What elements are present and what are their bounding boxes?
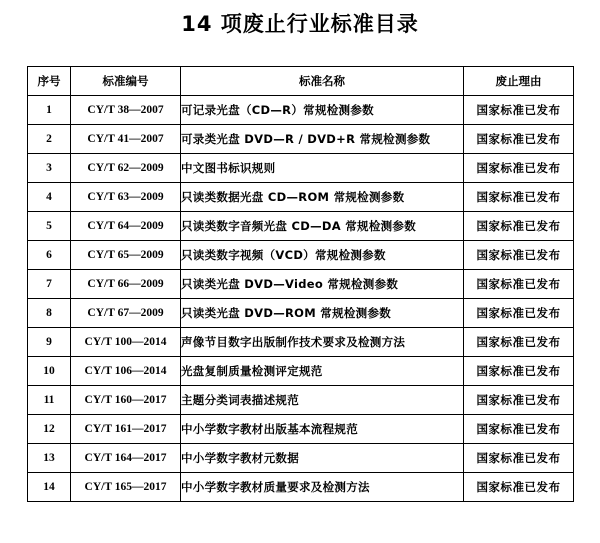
row-number: 12 [28,415,71,444]
standard-code: CY/T 106—2014 [71,357,181,386]
standard-code: CY/T 165—2017 [71,473,181,502]
table-header-row [28,67,574,96]
standard-name: 中小学数字教材出版基本流程规范 [181,415,464,444]
standard-name: 声像节目数字出版制作技术要求及检测方法 [181,328,464,357]
table-row [28,212,574,241]
row-number: 5 [28,212,71,241]
standard-code: CY/T 161—2017 [71,415,181,444]
standard-name: 只读类光盘 DVD—ROM 常规检测参数 [181,299,464,328]
standard-name: 中小学数字教材质量要求及检测方法 [181,473,464,502]
header-name: 标准名称 [181,67,464,96]
standard-code: CY/T 66—2009 [71,270,181,299]
standard-name: 中小学数字教材元数据 [181,444,464,473]
abolish-reason: 国家标准已发布 [464,328,574,357]
table-row [28,299,574,328]
table-row [28,328,574,357]
standard-code: CY/T 65—2009 [71,241,181,270]
row-number: 4 [28,183,71,212]
table-row [28,270,574,299]
row-number: 9 [28,328,71,357]
row-number: 13 [28,444,71,473]
table-row [28,415,574,444]
header-no: 序号 [28,67,71,96]
abolish-reason: 国家标准已发布 [464,154,574,183]
standard-name: 可录类光盘 DVD—R / DVD+R 常规检测参数 [181,125,464,154]
document-title: 14 项废止行业标准目录 [181,12,419,36]
table-row [28,473,574,502]
row-number: 10 [28,357,71,386]
standard-code: CY/T 64—2009 [71,212,181,241]
standard-name: 只读类数字音频光盘 CD—DA 常规检测参数 [181,212,464,241]
abolish-reason: 国家标准已发布 [464,212,574,241]
standard-code: CY/T 38—2007 [71,96,181,125]
table-row [28,96,574,125]
abolish-reason: 国家标准已发布 [464,241,574,270]
row-number: 6 [28,241,71,270]
abolish-reason: 国家标准已发布 [464,96,574,125]
standard-code: CY/T 41—2007 [71,125,181,154]
header-reason: 废止理由 [464,67,574,96]
row-number: 8 [28,299,71,328]
row-number: 1 [28,96,71,125]
standard-code: CY/T 164—2017 [71,444,181,473]
row-number: 14 [28,473,71,502]
table-row [28,444,574,473]
row-number: 11 [28,386,71,415]
abolish-reason: 国家标准已发布 [464,299,574,328]
standards-table [27,66,574,502]
abolish-reason: 国家标准已发布 [464,473,574,502]
table-row [28,386,574,415]
table-row [28,357,574,386]
standard-name: 可记录光盘（CD—R）常规检测参数 [181,96,464,125]
table-row [28,154,574,183]
row-number: 2 [28,125,71,154]
standard-name: 中文图书标识规则 [181,154,464,183]
table-row [28,241,574,270]
standard-code: CY/T 63—2009 [71,183,181,212]
row-number: 7 [28,270,71,299]
abolish-reason: 国家标准已发布 [464,270,574,299]
abolish-reason: 国家标准已发布 [464,183,574,212]
standard-name: 只读类数据光盘 CD—ROM 常规检测参数 [181,183,464,212]
abolish-reason: 国家标准已发布 [464,444,574,473]
header-code: 标准编号 [71,67,181,96]
table-row [28,125,574,154]
abolish-reason: 国家标准已发布 [464,357,574,386]
abolish-reason: 国家标准已发布 [464,386,574,415]
standard-code: CY/T 67—2009 [71,299,181,328]
abolish-reason: 国家标准已发布 [464,125,574,154]
row-number: 3 [28,154,71,183]
table-row [28,183,574,212]
abolish-reason: 国家标准已发布 [464,415,574,444]
standard-name: 只读类数字视频（VCD）常规检测参数 [181,241,464,270]
standard-code: CY/T 62—2009 [71,154,181,183]
standard-name: 光盘复制质量检测评定规范 [181,357,464,386]
standard-code: CY/T 100—2014 [71,328,181,357]
standard-code: CY/T 160—2017 [71,386,181,415]
standard-name: 只读类光盘 DVD—Video 常规检测参数 [181,270,464,299]
standard-name: 主题分类词表描述规范 [181,386,464,415]
